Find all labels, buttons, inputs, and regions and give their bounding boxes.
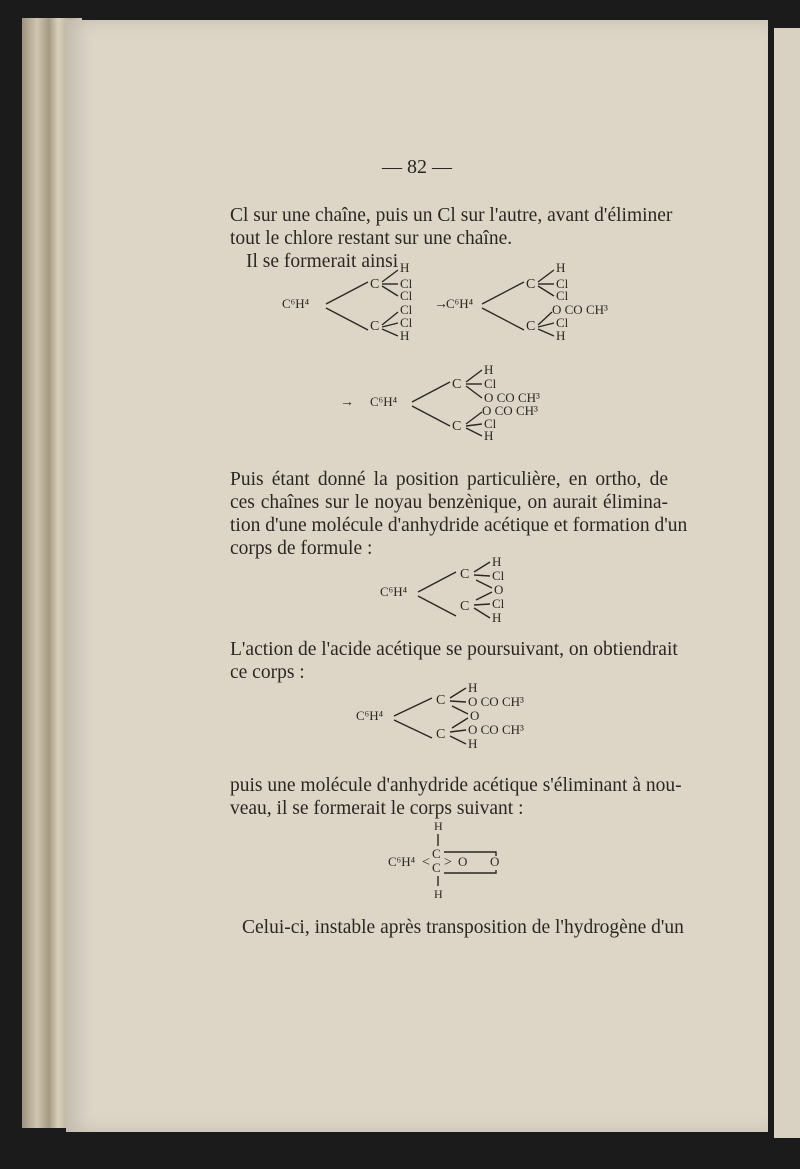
text-line: L'action de l'acide acétique se poursuivant, on obtiendrait bbox=[230, 639, 678, 660]
text-line: corps de formule : bbox=[230, 538, 373, 559]
next-page-edge bbox=[774, 28, 800, 1138]
atom-label: Cl bbox=[484, 416, 497, 431]
text-line: ces chaînes sur le noyau benzènique, on aurait élimina- bbox=[230, 492, 668, 513]
text-line: Puis étant donné la position particulière, en ortho, de bbox=[230, 469, 668, 490]
reaction-arrow: → bbox=[434, 297, 448, 312]
formula-tetrachloro bbox=[282, 260, 462, 346]
atom-label: H bbox=[484, 362, 494, 377]
text-line: veau, il se formerait le corps suivant : bbox=[230, 798, 524, 819]
atom-label: < bbox=[422, 855, 430, 870]
atom-label: O bbox=[470, 708, 480, 723]
formula-core: C⁶H⁴ bbox=[282, 296, 310, 311]
atom-label: Cl bbox=[400, 288, 413, 303]
text-line: tout le chlore restant sur une chaîne. bbox=[230, 228, 513, 249]
atom-label: O CO CH³ bbox=[482, 403, 538, 418]
text-line: tion d'une molécule d'anhydride acétique et formation d'un bbox=[230, 515, 688, 536]
atom-label: H bbox=[492, 554, 502, 569]
atom-label: Cl bbox=[400, 302, 413, 317]
text-line: puis une molécule d'anhydride acétique s'éliminant à nou- bbox=[230, 775, 682, 796]
carbon-label: C bbox=[526, 277, 536, 292]
atom-label: Cl bbox=[556, 288, 569, 303]
atom-label: H bbox=[468, 680, 478, 695]
carbon-label: C bbox=[526, 319, 536, 334]
formula-core: C⁶H⁴ bbox=[446, 296, 474, 311]
atom-label: O bbox=[494, 582, 504, 597]
carbon-label: C bbox=[452, 377, 462, 392]
atom-label: H bbox=[400, 260, 410, 275]
text-line: Il se formerait ainsi bbox=[246, 251, 399, 272]
carbon-label: C bbox=[432, 846, 441, 861]
formula-core: C⁶H⁴ bbox=[356, 708, 384, 723]
atom-label: Cl bbox=[556, 315, 569, 330]
atom-label: H bbox=[434, 887, 443, 901]
carbon-label: C bbox=[370, 319, 380, 334]
formula-core: C⁶H⁴ bbox=[380, 584, 408, 599]
formula-cyclic-oxide bbox=[388, 816, 518, 900]
carbon-label: C bbox=[460, 567, 470, 582]
atom-label: > bbox=[444, 855, 452, 870]
carbon-label: C bbox=[460, 599, 470, 614]
text-line: Celui-ci, instable après transposition de l'hydrogène d'un bbox=[242, 917, 684, 938]
atom-label: Cl bbox=[400, 315, 413, 330]
atom-label: O CO CH³ bbox=[468, 722, 524, 737]
atom-label: H bbox=[484, 428, 494, 443]
formula-oxide-dichloro bbox=[380, 550, 530, 632]
atom-label: H bbox=[556, 328, 566, 343]
reaction-arrow: → bbox=[340, 395, 354, 410]
carbon-label: C bbox=[452, 419, 462, 434]
atom-label: H bbox=[400, 328, 410, 343]
book-page bbox=[66, 20, 768, 1132]
atom-label: Cl bbox=[492, 568, 505, 583]
atom-label: O CO CH³ bbox=[468, 694, 524, 709]
atom-label: Cl bbox=[492, 596, 505, 611]
atom-label: O bbox=[458, 854, 468, 869]
carbon-label: C bbox=[436, 693, 446, 708]
text-line: ce corps : bbox=[230, 662, 305, 683]
atom-label: O bbox=[490, 854, 500, 869]
formula-trichloro-acetate bbox=[446, 260, 646, 346]
text-line: Cl sur une chaîne, puis un Cl sur l'autre, avant d'éliminer bbox=[230, 205, 673, 226]
atom-label: Cl bbox=[484, 376, 497, 391]
carbon-label: C bbox=[370, 277, 380, 292]
formula-core: C⁶H⁴ bbox=[370, 394, 398, 409]
atom-label: O CO CH³ bbox=[484, 390, 540, 405]
atom-label: O CO CH³ bbox=[552, 302, 608, 317]
page-number: — 82 — bbox=[382, 156, 452, 178]
formula-core: C⁶H⁴ bbox=[388, 854, 416, 869]
carbon-label: C bbox=[436, 727, 446, 742]
atom-label: Cl bbox=[400, 276, 413, 291]
atom-label: H bbox=[468, 736, 478, 751]
atom-label: H bbox=[492, 610, 502, 625]
atom-label: H bbox=[434, 819, 443, 833]
carbon-label: C bbox=[432, 860, 441, 875]
atom-label: H bbox=[556, 260, 566, 275]
formula-oxide-diacetate bbox=[356, 678, 556, 758]
formula-dichloro-diacetate bbox=[340, 350, 560, 442]
atom-label: Cl bbox=[556, 276, 569, 291]
